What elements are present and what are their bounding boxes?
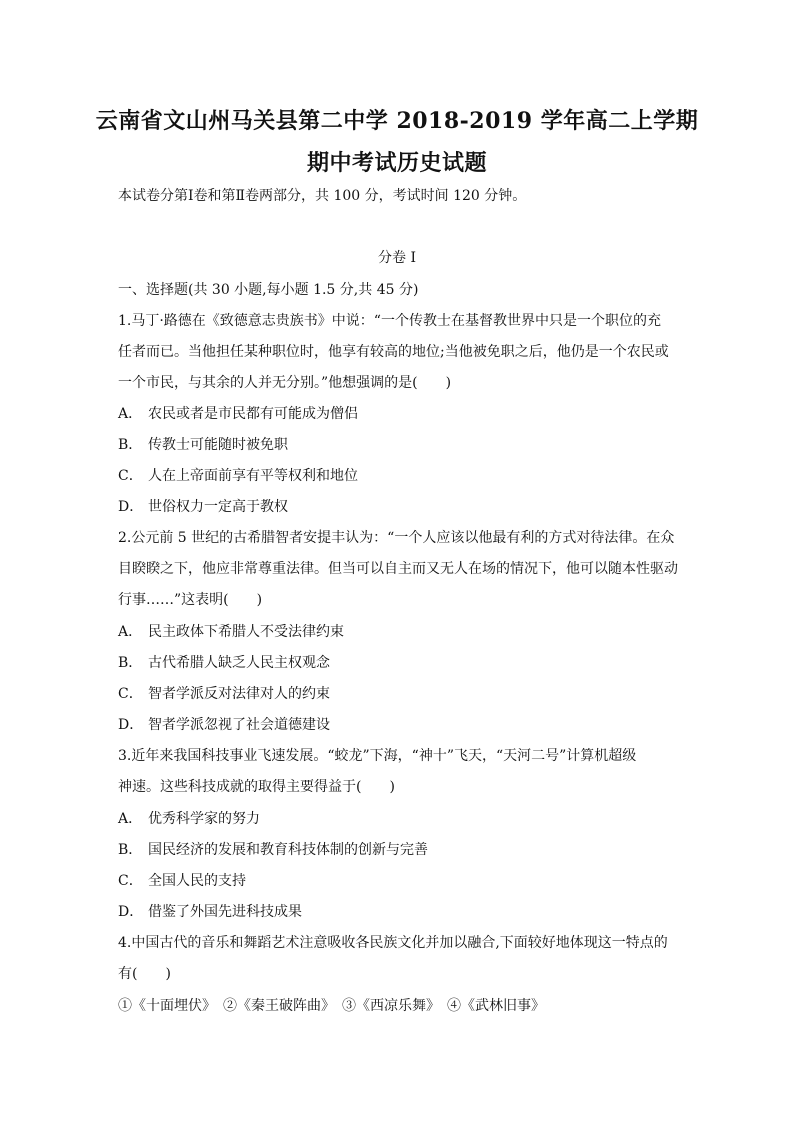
option-label: C． xyxy=(118,686,143,702)
question-1-option-a xyxy=(118,404,678,424)
option-text: 古代希腊人缺乏人民主权观念 xyxy=(148,655,330,671)
question-1-option-c xyxy=(118,466,678,486)
question-1-line-1: 1.马丁·路德在《致德意志贵族书》中说：“一个传教士在基督教世界中只是一个职位的充 xyxy=(118,313,661,329)
question-2-option-a xyxy=(118,622,678,642)
question-2-option-c xyxy=(118,684,678,704)
option-label: C． xyxy=(118,873,143,889)
question-3-line-2: 神速。这些科技成就的取得主要得益于( ) xyxy=(118,779,395,795)
question-1-line-3: 一个市民，与其余的人并无分别。”他想强调的是( ) xyxy=(118,375,452,391)
question-3-option-b xyxy=(118,840,678,860)
question-2-line-1: 2.公元前 5 世纪的古希腊智者安提丰认为：“一个人应该以他最有利的方式对待法律。在众 xyxy=(118,530,675,546)
option-text: 传教士可能随时被免职 xyxy=(148,437,288,453)
question-2-option-b xyxy=(118,653,678,673)
exam-title-line1: 云南省文山州马关县第二中学 2018-2019 学年高二上学期 xyxy=(95,108,699,134)
part-heading: 一、选择题(共 30 小题,每小题 1.5 分,共 45 分) xyxy=(118,282,419,298)
question-2-line-3: 行事……”这表明( ) xyxy=(118,592,263,608)
option-label: D． xyxy=(118,717,144,733)
option-label: B． xyxy=(118,437,143,453)
option-text: 智者学派忽视了社会道德建设 xyxy=(148,717,330,733)
option-text: 人在上帝面前享有平等权利和地位 xyxy=(148,468,358,484)
question-2-option-d xyxy=(118,715,678,735)
option-text: 全国人民的支持 xyxy=(148,873,246,889)
option-label: D． xyxy=(118,499,144,515)
option-label: D． xyxy=(118,904,144,920)
section-heading: 分卷 I xyxy=(378,250,416,266)
question-3-option-d xyxy=(118,902,678,922)
option-text: 智者学派反对法律对人的约束 xyxy=(148,686,330,702)
question-1-option-b xyxy=(118,435,678,455)
question-4-items: ①《十面埋伏》 ②《秦王破阵曲》 ③《西凉乐舞》 ④《武林旧事》 xyxy=(118,998,545,1014)
option-label: A． xyxy=(118,811,143,827)
option-text: 世俗权力一定高于教权 xyxy=(148,499,288,515)
exam-title-line2: 期中考试历史试题 xyxy=(306,150,487,176)
question-2-line-2: 目睽睽之下，他应非常尊重法律。但当可以自主而又无人在场的情况下，他可以随本性驱动 xyxy=(118,561,678,577)
question-4-line-2: 有( ) xyxy=(118,966,171,982)
option-text: 国民经济的发展和教育科技体制的创新与完善 xyxy=(148,842,428,858)
option-label: C． xyxy=(118,468,143,484)
option-label: B． xyxy=(118,655,143,671)
option-text: 优秀科学家的努力 xyxy=(148,811,260,827)
option-text: 农民或者是市民都有可能成为僧侣 xyxy=(148,406,358,422)
question-4-line-1: 4.中国古代的音乐和舞蹈艺术注意吸收各民族文化并加以融合,下面较好地体现这一特点的 xyxy=(118,935,668,951)
question-3-option-c xyxy=(118,871,678,891)
option-label: A． xyxy=(118,624,143,640)
question-3-option-a xyxy=(118,809,678,829)
question-1-option-d xyxy=(118,497,678,517)
option-text: 借鉴了外国先进科技成果 xyxy=(148,904,302,920)
option-label: A． xyxy=(118,406,143,422)
question-3-line-1: 3.近年来我国科技事业飞速发展。“蛟龙”下海，“神十”飞天，“天河二号”计算机超级 xyxy=(118,748,637,764)
option-text: 民主政体下希腊人不受法律约束 xyxy=(148,624,344,640)
exam-intro: 本试卷分第Ⅰ卷和第Ⅱ卷两部分，共 100 分，考试时间 120 分钟。 xyxy=(118,188,527,204)
option-label: B． xyxy=(118,842,143,858)
question-1-line-2: 任者而已。当他担任某种职位时，他享有较高的地位;当他被免职之后，他仍是一个农民或 xyxy=(118,344,669,360)
